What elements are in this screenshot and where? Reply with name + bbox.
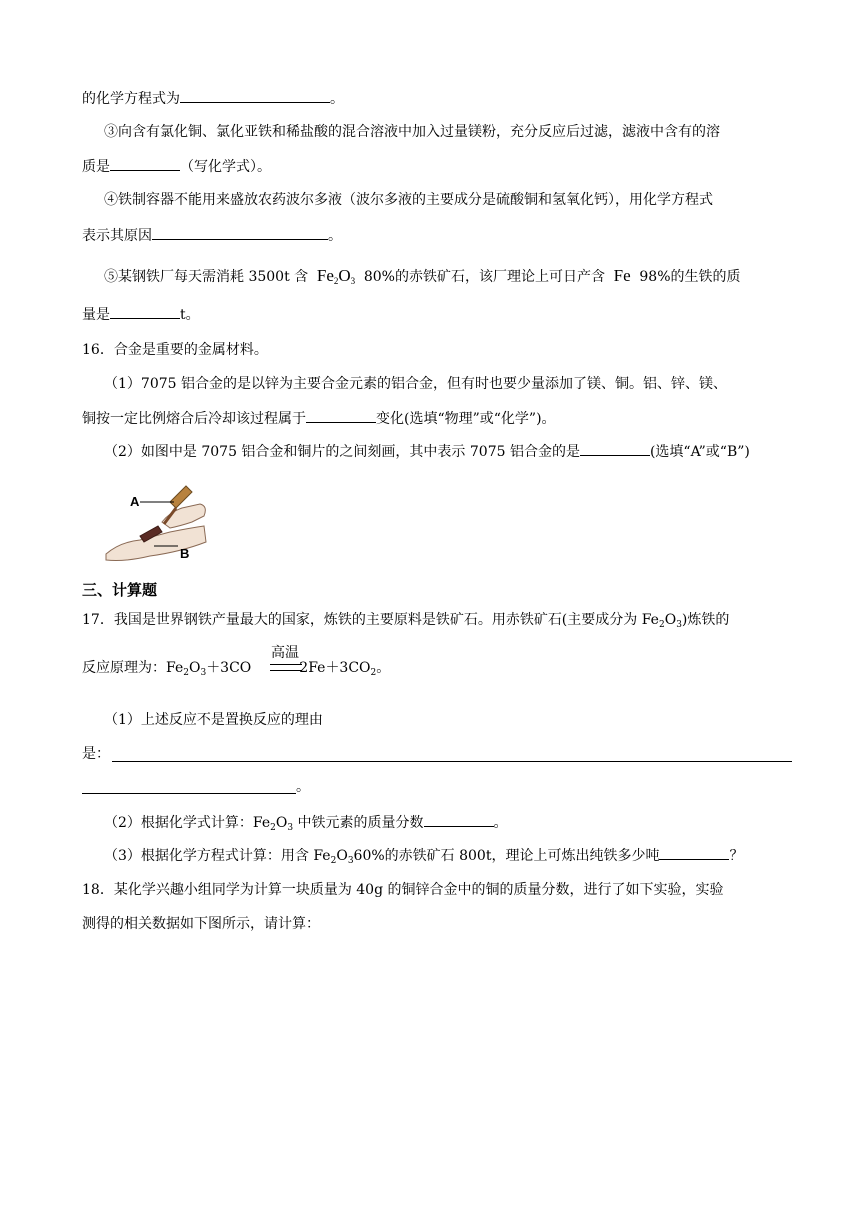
label-a: A xyxy=(130,494,140,509)
line-q3: ③向含有氯化铜、氯化亚铁和稀盐酸的混合溶液中加入过量镁粉，充分反应后过滤，滤液中含有的溶 xyxy=(104,124,720,140)
question-17: 17．我国是世界钢铁产量最大的国家，炼铁的主要原料是铁矿石。用赤铁矿石(主要成分为 $Fe_2O_3$)炼铁的 xyxy=(82,612,730,630)
answer-blank[interactable] xyxy=(110,156,180,171)
line-q5: ⑤某钢铁厂每天需消耗 3500t 含 $Fe_2O_3$ 80%的赤铁矿石，该厂理论上可日产含 Fe 98%的生铁的质 xyxy=(104,266,741,286)
answer-blank[interactable] xyxy=(580,441,650,456)
line-q4: ④铁制容器不能用来盛放农药波尔多液（波尔多液的主要成分是硫酸铜和氢氧化钙），用化学方程式 xyxy=(104,192,713,208)
line-equation-blank: 的化学方程式为 。 xyxy=(82,88,344,109)
question-17-1: （1）上述反应不是置换反应的理由 xyxy=(104,712,323,728)
question-16-1: （1）7075 铝合金的是以锌为主要合金元素的铝合金，但有时也要少量添加了镁、铜。铝、锌、镁、 xyxy=(104,376,727,392)
answer-blank[interactable] xyxy=(659,845,729,860)
reaction-equation: 反应原理为：$Fe_2O_3+3CO$ $2Fe+3CO_2$。 xyxy=(82,660,391,678)
answer-blank[interactable] xyxy=(110,304,180,319)
question-16-1-answer: 铜按一定比例熔合后冷却该过程属于 变化(选填“物理”或“化学”)。 xyxy=(82,408,556,429)
formula-fe2o3: $Fe_2O_3$ xyxy=(316,266,356,286)
answer-blank[interactable] xyxy=(424,812,494,827)
line-q4-answer: 表示其原因 。 xyxy=(82,225,342,246)
line-q3-answer: 质是 （写化学式）。 xyxy=(82,156,271,177)
answer-period: 。 xyxy=(296,779,310,795)
question-17-3: （3）根据化学方程式计算：用含 $Fe_2O_360\%$的赤铁矿石 800t，理论上可炼出纯铁多少吨 ？ xyxy=(104,845,743,866)
answer-blank[interactable] xyxy=(306,408,376,423)
question-17-2: （2）根据化学式计算：$Fe_2O_3$ 中铁元素的质量分数 。 xyxy=(104,812,508,833)
hands-scratching-image xyxy=(100,482,210,564)
reaction-condition: 高温 xyxy=(271,645,299,661)
question-18-cont: 测得的相关数据如下图所示，请计算： xyxy=(82,916,320,932)
alloy-scratch-figure xyxy=(100,482,210,564)
section-heading-calc: 三、计算题 xyxy=(82,581,158,599)
formula-fe: Fe xyxy=(613,266,631,285)
answer-blank[interactable] xyxy=(152,225,328,240)
label-b: B xyxy=(180,546,190,561)
answer-line-short[interactable] xyxy=(82,793,296,794)
question-16-2: （2）如图中是 7075 铝合金和铜片的之间刻画，其中表示 7075 铝合金的是 (选填“A”或“B”) xyxy=(104,441,750,462)
question-17-1-answer: 是： xyxy=(82,746,110,762)
line-q5-answer: 量是 t。 xyxy=(82,304,200,325)
question-16: 16．合金是重要的金属材料。 xyxy=(82,342,268,358)
question-18: 18．某化学兴趣小组同学为计算一块质量为 40g 的铜锌合金中的铜的质量分数，进行了如下实验，实验 xyxy=(82,882,724,898)
answer-blank[interactable] xyxy=(180,88,330,103)
answer-line-long[interactable] xyxy=(112,761,792,762)
